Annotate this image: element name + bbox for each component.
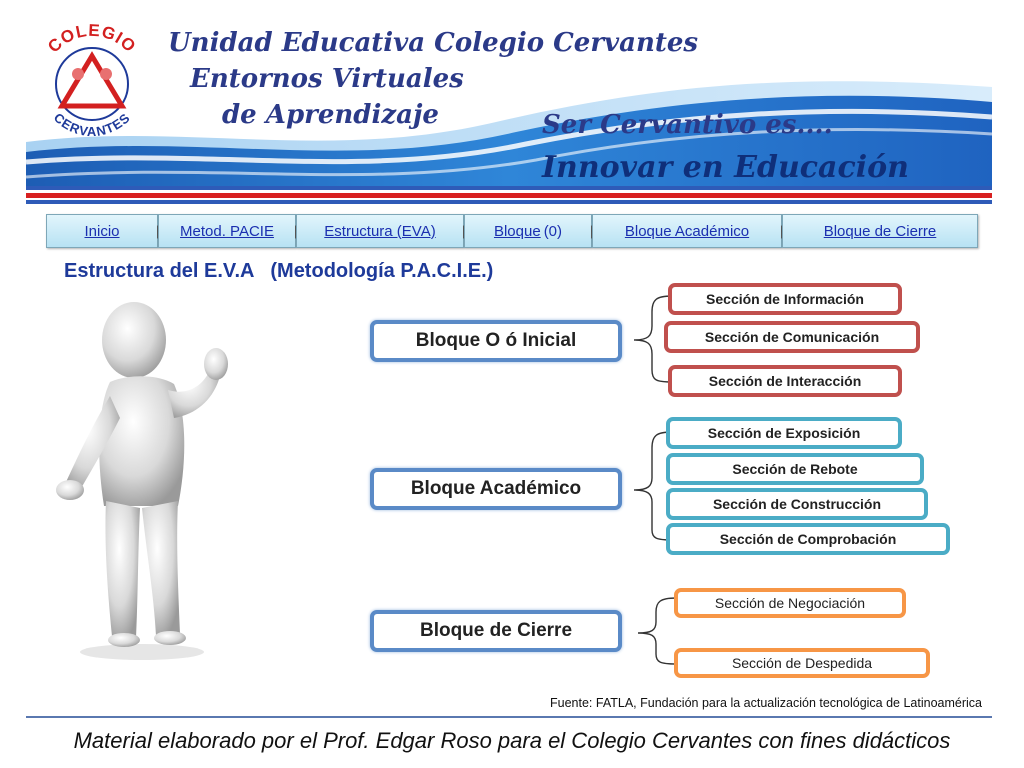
- section-comprobacion: Sección de Comprobación: [666, 523, 950, 555]
- nav-tab-label[interactable]: Bloque de Cierre: [823, 222, 937, 240]
- banner-motto-1: Ser Cervantivo es....: [542, 110, 833, 140]
- nav-tab-label[interactable]: Inicio: [84, 222, 120, 240]
- logo-top-text: COLEGIO: [44, 20, 140, 57]
- section-despedida: Sección de Despedida: [674, 648, 930, 678]
- logo-bottom-text: CERVANTES: [50, 109, 134, 140]
- banner-title: Unidad Educativa Colegio Cervantes: [168, 28, 699, 58]
- nav-tab-label[interactable]: Metod. PACIE: [180, 222, 274, 240]
- banner-subtitle-1: Entornos Virtuales: [190, 64, 464, 94]
- diagram-block-inicial: Bloque O ó Inicial: [370, 320, 622, 362]
- banner-subtitle-2: de Aprendizaje: [222, 100, 439, 130]
- nav-tab-label[interactable]: Estructura (EVA): [324, 222, 436, 240]
- section-construccion: Sección de Construcción: [666, 488, 928, 520]
- section-interaccion: Sección de Interacción: [668, 365, 902, 397]
- nav-tab-count: (0): [543, 222, 563, 240]
- section-rebote: Sección de Rebote: [666, 453, 924, 485]
- page-title: Estructura del E.V.A (Metodología P.A.C.I.E.): [64, 260, 494, 282]
- banner-motto-2: Innovar en Educación: [542, 150, 909, 185]
- nav-tab-label[interactable]: Bloque: [493, 222, 541, 240]
- section-comunicacion: Sección de Comunicación: [664, 321, 920, 353]
- nav-tab-label[interactable]: Bloque Académico: [624, 222, 750, 240]
- section-negociacion: Sección de Negociación: [674, 588, 906, 618]
- diagram-block-cierre: Bloque de Cierre: [370, 610, 622, 652]
- source-citation: Fuente: FATLA, Fundación para la actualización tecnológica de Latinoamérica: [550, 696, 982, 710]
- footer-divider: [26, 716, 992, 718]
- section-exposicion: Sección de Exposición: [666, 417, 902, 449]
- diagram-block-academico: Bloque Académico: [370, 468, 622, 510]
- section-informacion: Sección de Información: [668, 283, 902, 315]
- footer-credit: Material elaborado por el Prof. Edgar Roso para el Colegio Cervantes con fines didácticos: [73, 728, 951, 753]
